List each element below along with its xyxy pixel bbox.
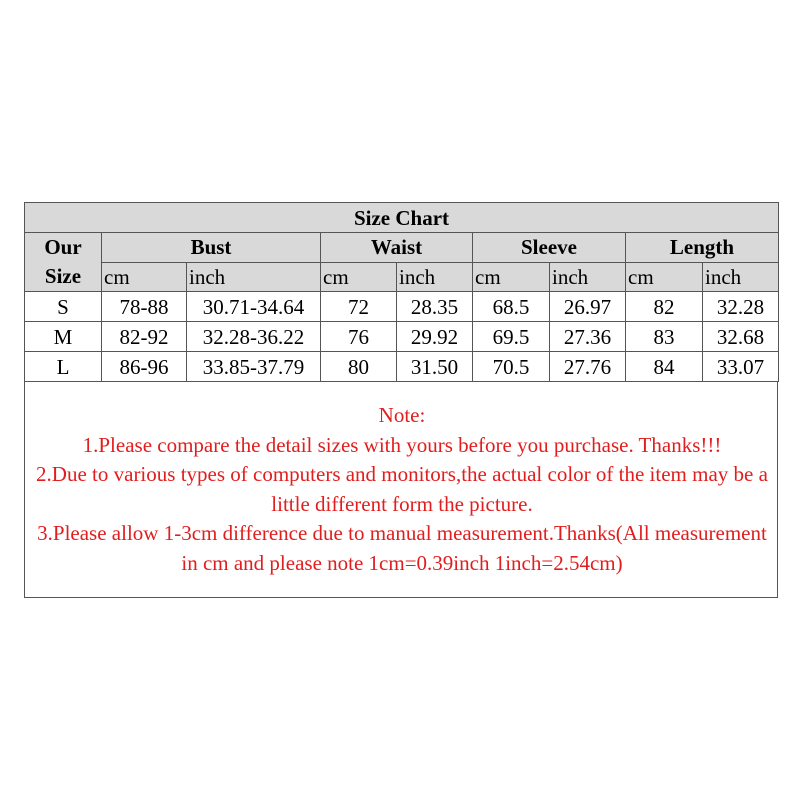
group-header-sleeve: Sleeve — [473, 233, 626, 263]
table-row — [25, 322, 779, 352]
unit-header: inch — [550, 262, 626, 292]
group-header-bust: Bust — [102, 233, 321, 263]
size-cell: M — [25, 322, 102, 352]
table-cell: 32.28 — [703, 292, 779, 322]
table-cell: 30.71-34.64 — [187, 292, 321, 322]
table-cell: 82-92 — [102, 322, 187, 352]
table-cell: 83 — [626, 322, 703, 352]
unit-header: inch — [703, 262, 779, 292]
group-header-length: Length — [626, 233, 779, 263]
table-cell: 26.97 — [550, 292, 626, 322]
table-cell: 84 — [626, 352, 703, 382]
table-cell: 86-96 — [102, 352, 187, 382]
note-heading: Note: — [378, 403, 426, 427]
table-cell: 69.5 — [473, 322, 550, 352]
table-cell: 78-88 — [102, 292, 187, 322]
table-cell: 72 — [321, 292, 397, 322]
our-size-header — [25, 233, 102, 292]
table-row — [25, 292, 779, 322]
note-line-3: 3.Please allow 1-3cm difference due to manual measurement.Thanks(All measurement in cm and please note 1cm=0.39inch 1inch=2.54cm) — [37, 521, 767, 575]
note-line-2: 2.Due to various types of computers and monitors,the actual color of the item may be a little different form the picture. — [36, 462, 768, 516]
table-cell: 27.76 — [550, 352, 626, 382]
table-cell: 80 — [321, 352, 397, 382]
unit-header: cm — [321, 262, 397, 292]
our-size-line-1: Our — [44, 235, 82, 259]
table-row — [25, 352, 779, 382]
our-size-line-2: Size — [44, 264, 82, 288]
unit-header: cm — [626, 262, 703, 292]
unit-header: inch — [397, 262, 473, 292]
table-cell: 70.5 — [473, 352, 550, 382]
table-cell: 32.28-36.22 — [187, 322, 321, 352]
size-chart-sheet — [24, 202, 778, 598]
table-title: Size Chart — [25, 203, 779, 233]
table-cell: 76 — [321, 322, 397, 352]
table-cell: 68.5 — [473, 292, 550, 322]
table-cell: 28.35 — [397, 292, 473, 322]
unit-header: inch — [187, 262, 321, 292]
table-cell: 32.68 — [703, 322, 779, 352]
table-cell: 29.92 — [397, 322, 473, 352]
table-cell: 82 — [626, 292, 703, 322]
group-header-waist: Waist — [321, 233, 473, 263]
note-line-1: 1.Please compare the detail sizes with yours before you purchase. Thanks!!! — [82, 432, 722, 457]
table-cell: 27.36 — [550, 322, 626, 352]
unit-header: cm — [102, 262, 187, 292]
size-chart-table — [24, 202, 779, 382]
table-cell: 33.85-37.79 — [187, 352, 321, 382]
unit-header: cm — [473, 262, 550, 292]
table-cell: 33.07 — [703, 352, 779, 382]
size-cell: S — [25, 292, 102, 322]
table-cell: 31.50 — [397, 352, 473, 382]
size-cell: L — [25, 352, 102, 382]
notes-section — [25, 401, 779, 578]
